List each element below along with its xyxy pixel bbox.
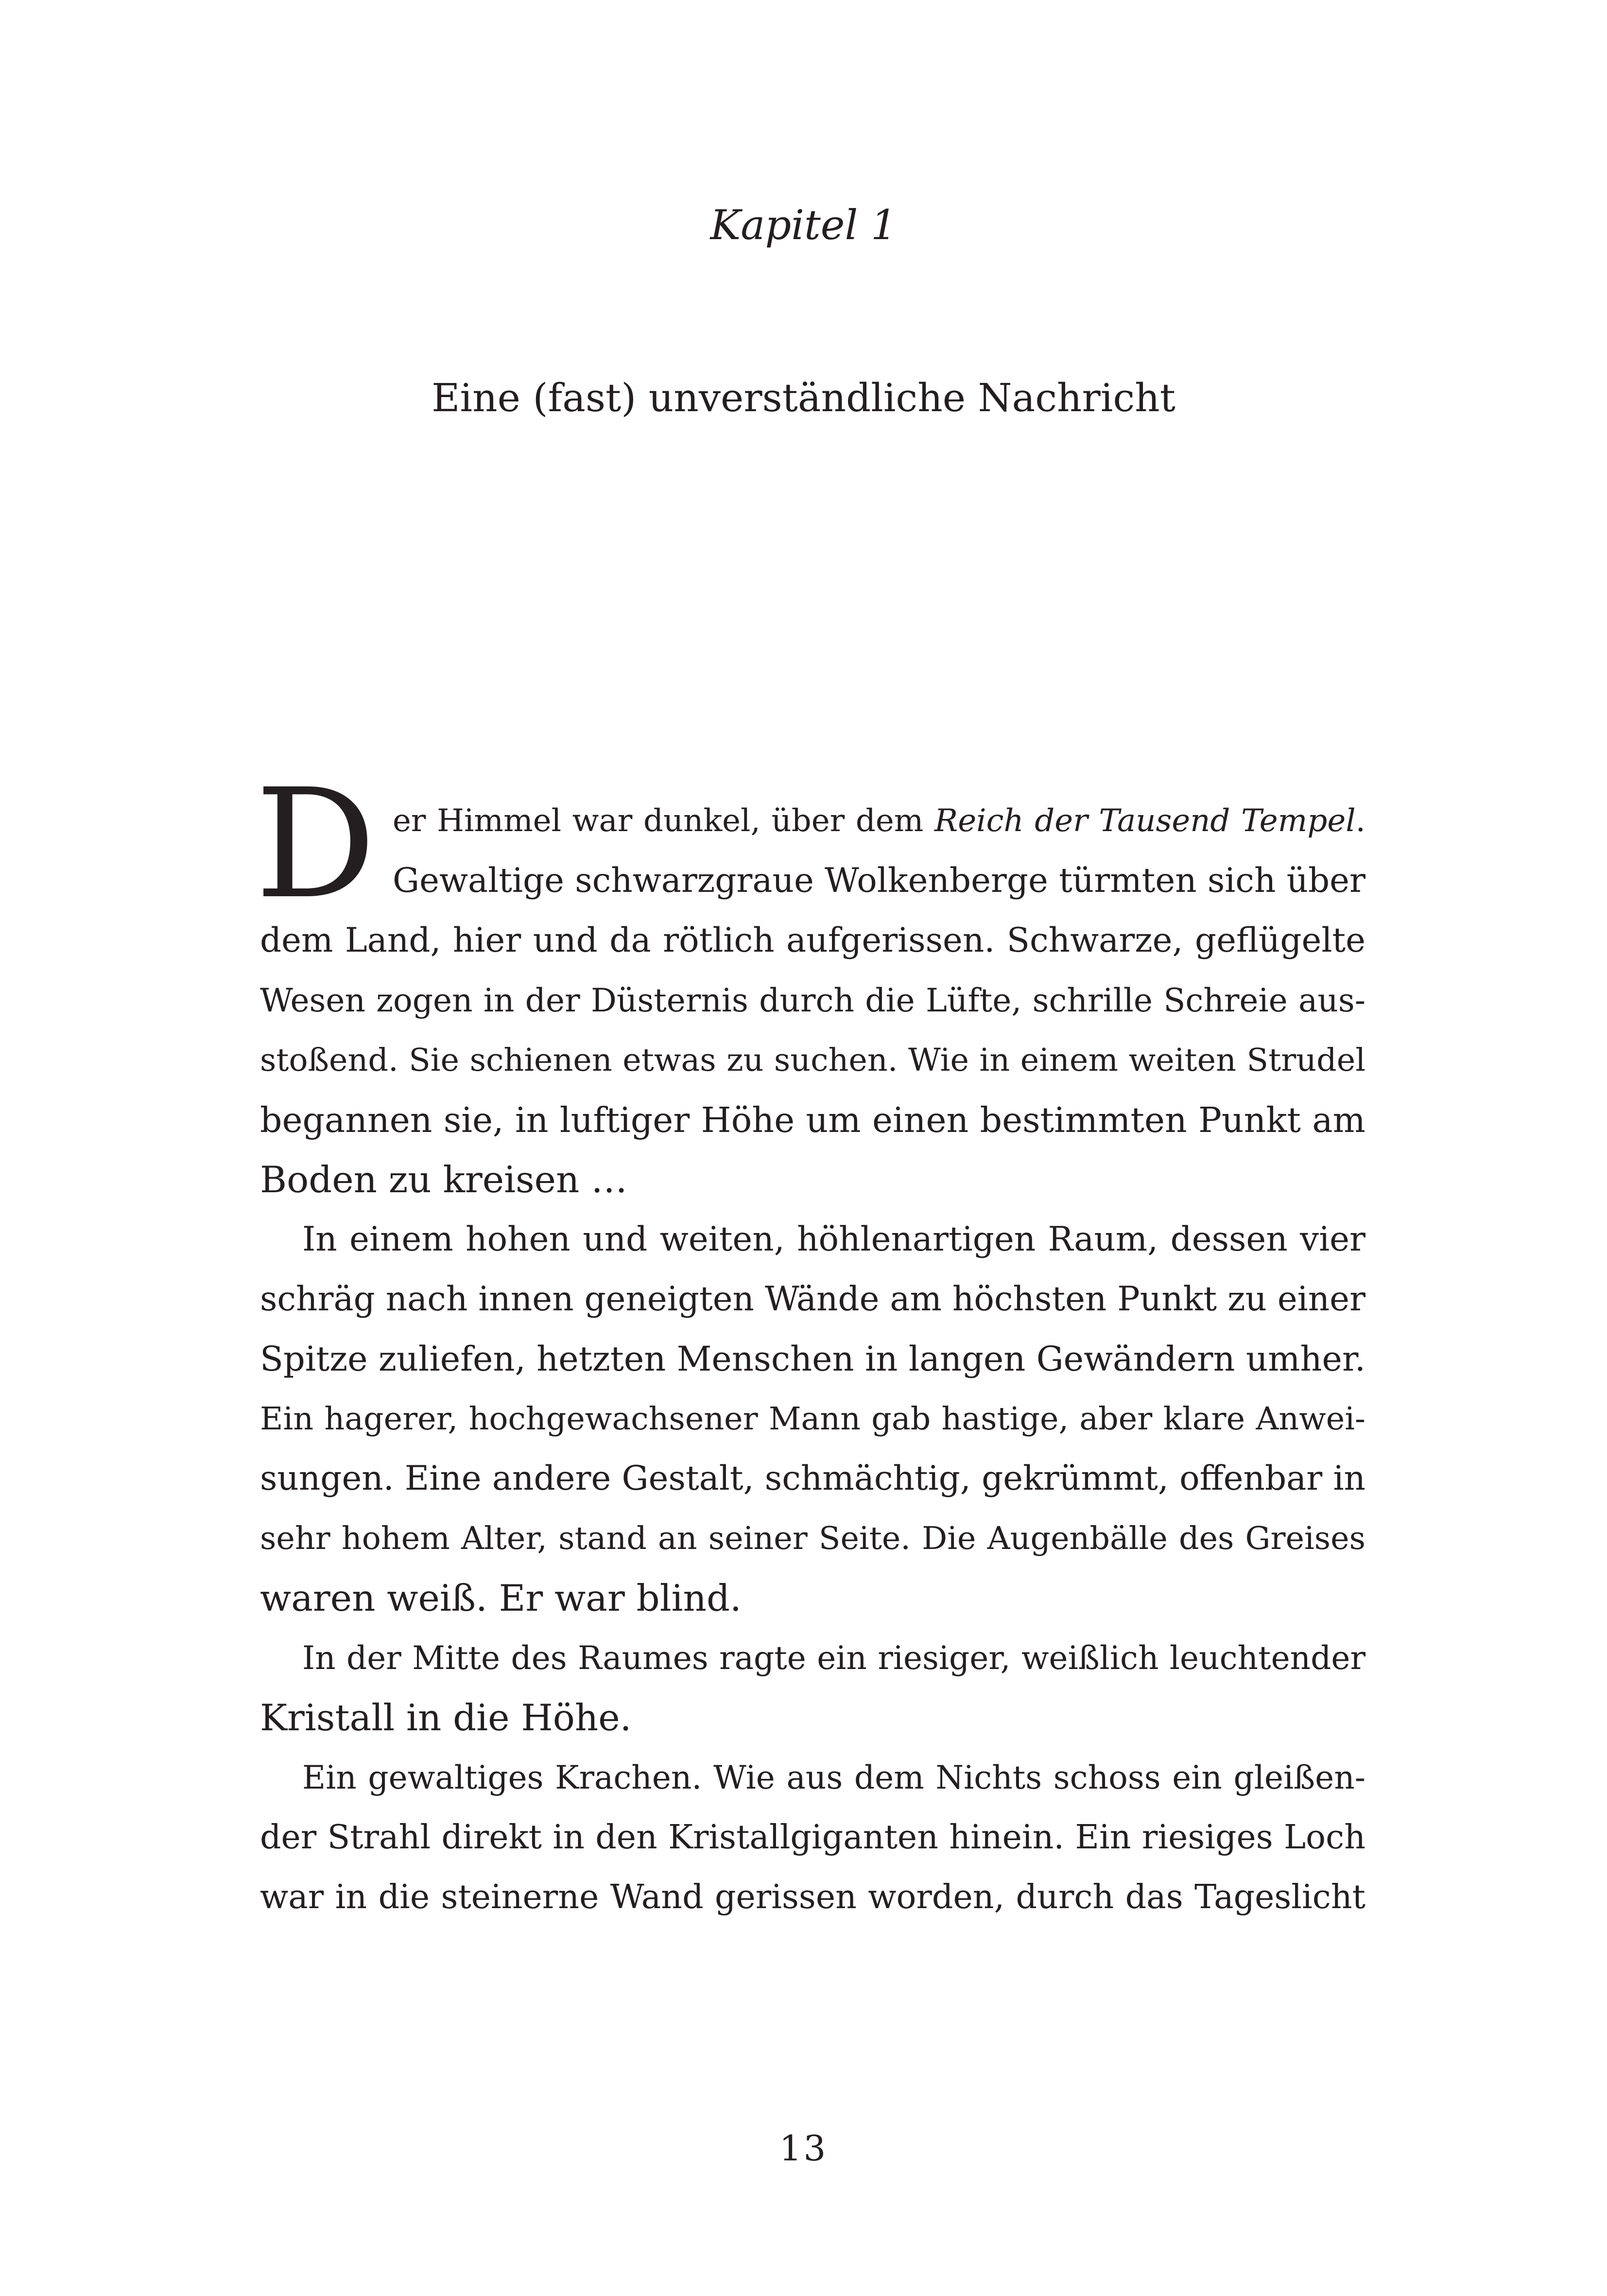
text-line: In der Mitte des Raumes ragte ein riesiger, weißlich leuchtender: [302, 1639, 1365, 1677]
text-line: sungen. Eine andere Gestalt, schmächtig, gekrümmt, offenbar in: [260, 1459, 1365, 1498]
drop-cap: D: [255, 757, 376, 932]
text-line: begannen sie, in luftiger Höhe um einen bestimmten Punkt am: [260, 1100, 1365, 1140]
text-line: sehr hohem Alter, stand an seiner Seite. Die Augenbälle des Greises: [260, 1520, 1365, 1557]
text-line: Ein hagerer, hochgewachsener Mann gab hastige, aber klare Anwei-: [260, 1401, 1365, 1437]
text-line: Kristall in die Höhe.: [260, 1696, 632, 1739]
text-line: dem Land, hier und da rötlich aufgerissen. Schwarze, geflügelte: [260, 921, 1365, 960]
chapter-title: Eine (fast) unverständliche Nachricht: [432, 375, 1175, 420]
text-line: In einem hohen und weiten, höhlenartigen Raum, dessen vier: [302, 1220, 1365, 1259]
text-line: [393, 791, 1365, 851]
text-line-part: .: [1355, 803, 1366, 839]
text-line: schräg nach innen geneigten Wände am höchsten Punkt zu einer: [260, 1280, 1365, 1319]
text-line-part: er Himmel war dunkel, über dem: [393, 803, 935, 839]
text-line: Gewaltige schwarzgraue Wolkenberge türmten sich über: [393, 861, 1365, 900]
text-line: Wesen zogen in der Düsternis durch die Lüfte, schrille Schreie aus-: [260, 982, 1365, 1019]
text-line: der Strahl direkt in den Kristallgiganten hinein. Ein riesiges Loch: [260, 1818, 1365, 1857]
text-line: waren weiß. Er war blind.: [260, 1577, 742, 1619]
page-number: 13: [779, 2128, 828, 2169]
text-line: war in die steinerne Wand gerissen worden, durch das Tageslicht: [260, 1878, 1365, 1916]
text-line: Spitze zuliefen, hetzten Menschen in langen Gewändern umher.: [260, 1339, 1365, 1379]
chapter-label: Kapitel 1: [710, 201, 897, 249]
text-line: Boden zu kreisen …: [260, 1158, 628, 1201]
text-line: stoßend. Sie schienen etwas zu suchen. Wie in einem weiten Strudel: [260, 1042, 1365, 1078]
text-line: Ein gewaltiges Krachen. Wie aus dem Nichts schoss ein gleißen-: [302, 1759, 1365, 1796]
book-title-italic: Reich der Tausend Tempel: [934, 803, 1356, 839]
